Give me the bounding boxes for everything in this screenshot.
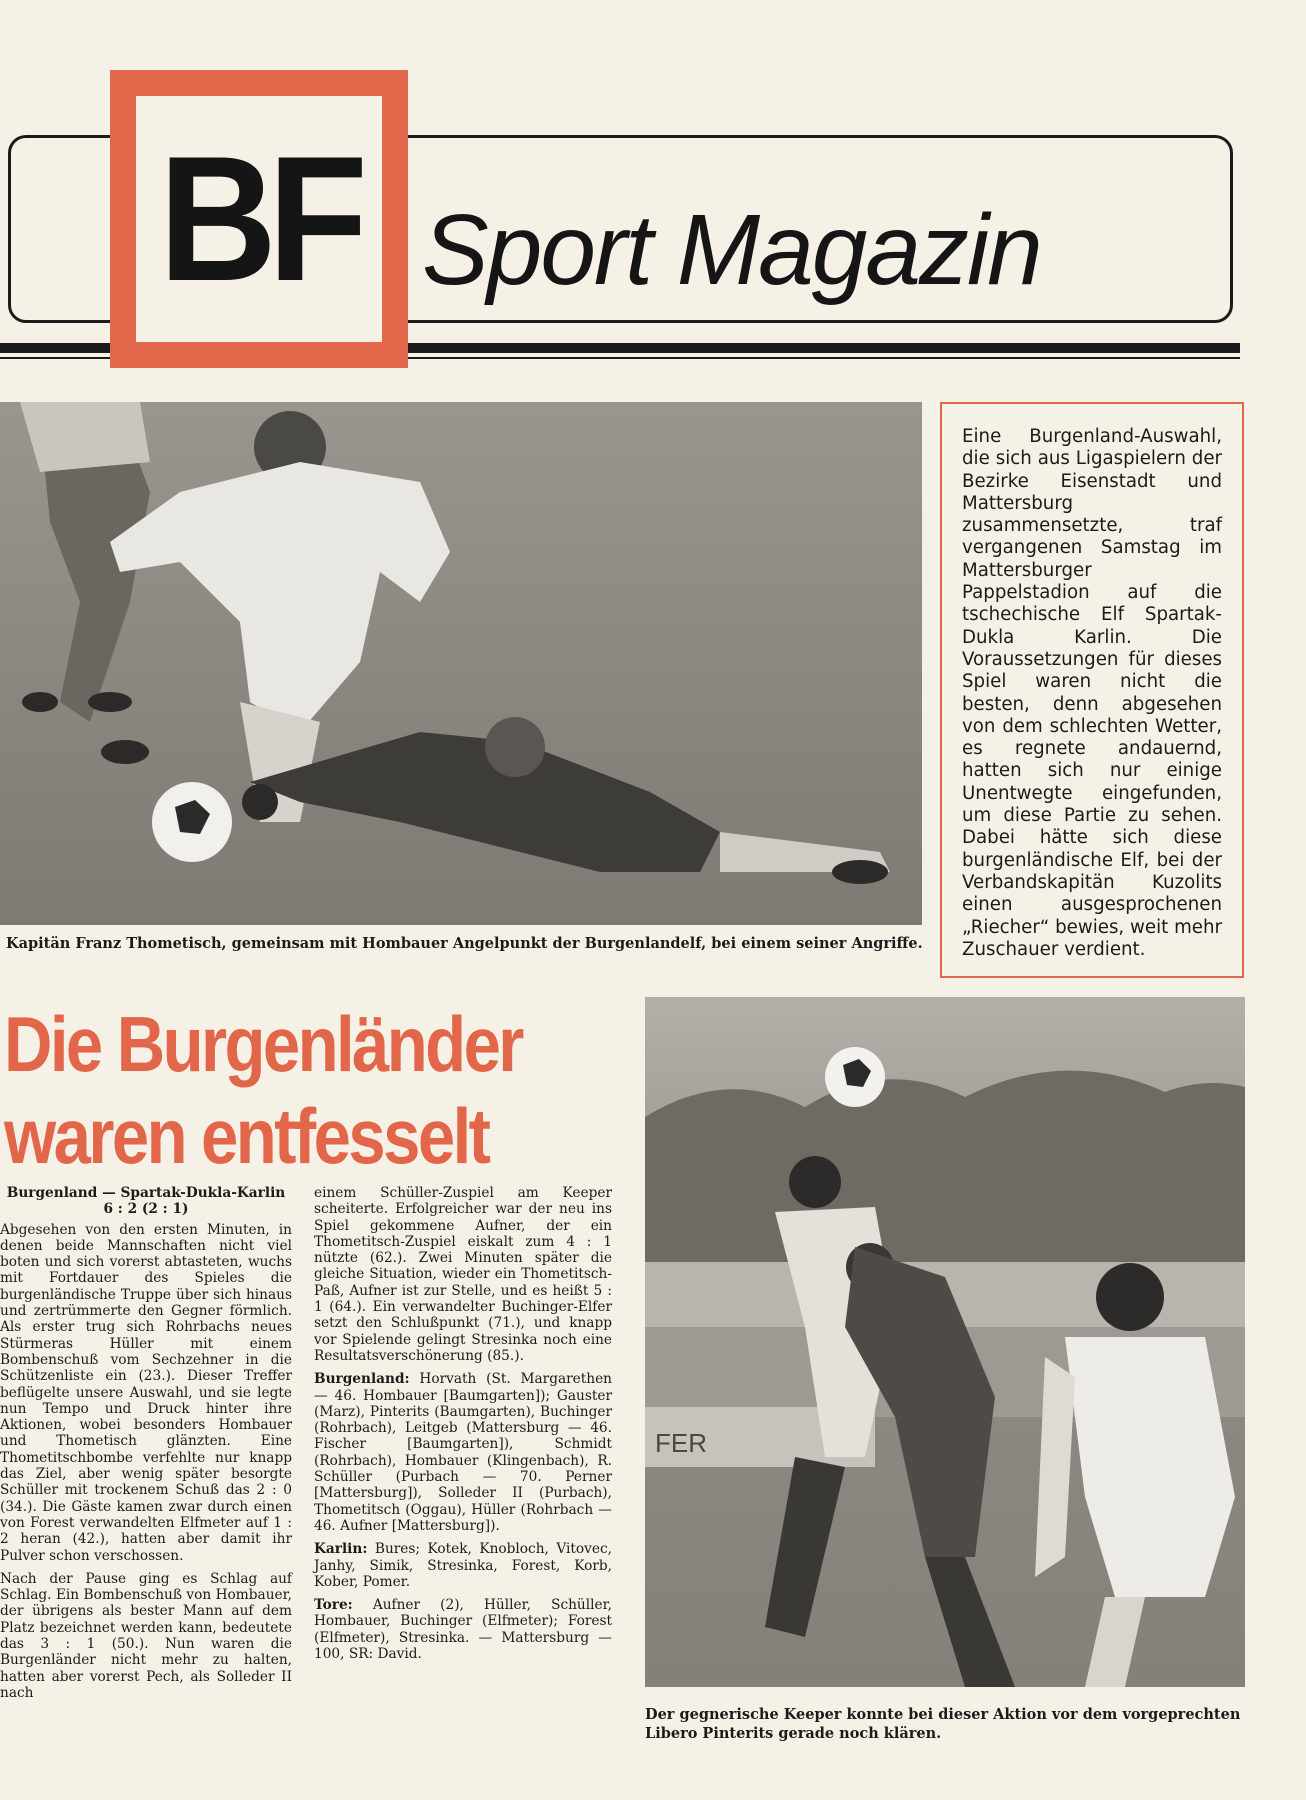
article-paragraph-1: Abgesehen von den ersten Minuten, in denen beide Mannschaften nicht viel boten und sich vorerst abtasteten, wuchs mit Fortdauer des Spieles die burgenländische Truppe über sich hinaus und zertrümmerte den Gegner förmlich. Als erster trug sich Rohrbachs neues Stürmeras Hüller mit einem Bombenschuß vom Sechzehner in die Schützenliste ein (23.). Dieser Treffer beflügelte unsere Auswahl, und sie legte nun Tempo und Druck hinter ihre Aktionen, wobei besonders Hombauer und Thometisch glänzten. Eine Thometitschbombe verfehlte nur knapp das Ziel, aber wenig später besorgte Schüller mit trockenem Schuß das 2 : 0 (34.). Die Gäste kamen zwar durch einen von Forest verwandelten Elfmeter auf 1 : 2 heran (42.), hatten aber damit ihr Pulver schon verschossen.: [0, 1221, 292, 1564]
intro-box: [940, 402, 1244, 978]
match-photo-right-image: [645, 997, 1245, 1687]
match-photo-top: [0, 402, 922, 925]
lineup-burgenland-label: Burgenland:: [314, 1371, 410, 1388]
score-line: Burgenland — Spartak-Dukla-Karlin 6 : 2 (2 : 1): [6, 1185, 286, 1218]
bf-logo: [110, 70, 408, 368]
headline-line-1: Die Burgenländer: [4, 1000, 522, 1088]
article-column-2: [314, 1185, 612, 1669]
lineup-burgenland: [314, 1371, 612, 1534]
article-paragraph-3: einem Schüller-Zuspiel am Keeper scheiterte. Erfolgreicher war der neu ins Spiel gekommene Aufner, der ein Thometitsch-Zuspiel eiskalt zum 4 : 1 nützte (62.). Zwei Minuten später die gleiche Situation, wieder ein Thometitsch-Paß, Aufner ist zur Stelle, und es heißt 5 : 1 (64.). Ein verwandelter Buchinger-Elfer setzt den Schlußpunkt (71.), und knapp vor Spielende gelingt Stresinka noch eine Resultatsverschönerung (85.).: [314, 1185, 612, 1364]
lineup-karlin: [314, 1541, 612, 1590]
goals-label: Tore:: [314, 1597, 353, 1614]
lineup-karlin-text: Bures; Kotek, Knobloch, Vitovec, Janhy, Simik, Stresinka, Forest, Korb, Kober, Pomer.: [314, 1541, 612, 1590]
photo-right-caption: Der gegnerische Keeper konnte bei dieser Aktion vor dem vorgeprechten Libero Pinterits gerade noch klären.: [645, 1706, 1241, 1742]
board-text: FER: [655, 1428, 707, 1458]
headline-line-2: waren entfesselt: [4, 1092, 489, 1180]
bf-logo-inner: [136, 96, 382, 342]
match-photo-right: [645, 997, 1245, 1687]
magazine-title: Sport Magazin: [422, 194, 1041, 306]
match-photo-top-image: [0, 402, 922, 925]
bf-logo-text: BF: [159, 119, 359, 318]
photo-top-caption: Kapitän Franz Thometisch, gemeinsam mit Hombauer Angelpunkt der Burgenlandelf, bei einem seiner Angriffe.: [6, 935, 923, 952]
goals-text: Aufner (2), Hüller, Schüller, Hombauer, Buchinger (Elfmeter); Forest (Elfmeter), Stresinka. — Mattersburg — 100, SR: David.: [314, 1597, 612, 1663]
lineup-karlin-label: Karlin:: [314, 1541, 368, 1558]
lineup-burgenland-text: Horvath (St. Margarethen — 46. Hombauer [Baumgarten]); Gauster (Marz), Pinterits (Baumgarten), Buchinger (Rohrbach), Leitgeb (Mattersburg — 46. Fischer [Baumgarten]), Schmidt (Rohrbach), Hombauer (Klingenbach), R. Schüller (Purbach — 70. Perner [Mattersburg]), Solleder II (Purbach), Thometitsch (Oggau), Hüller (Rohrbach — 46. Aufner [Mattersburg]).: [314, 1371, 612, 1534]
article-column-1: [0, 1185, 292, 1708]
goals: [314, 1597, 612, 1662]
article-paragraph-2: Nach der Pause ging es Schlag auf Schlag. Ein Bombenschuß von Hombauer, der übrigens als bester Mann auf dem Platz bezeichnet werden kann, bedeutete das 3 : 1 (50.). Nun waren die Burgenländer nicht mehr zu halten, hatten aber vorerst Pech, als Solleder II nach: [0, 1570, 292, 1701]
article-headline: [4, 998, 537, 1182]
intro-text: Eine Burgenland-Auswahl, die sich aus Ligaspielern der Bezirke Eisenstadt und Mattersburg zusammensetzte, traf vergangenen Samstag im Mattersburger Pappelstadion auf die tschechische Elf Spartak-Dukla Karlin. Die Voraussetzungen für dieses Spiel waren nicht die besten, denn abgesehen von dem schlechten Wetter, es regnete andauernd, hatten sich nur einige Unentwegte eingefunden, um diese Partie zu sehen. Dabei hätte sich diese burgenländische Elf, bei der Verbandskapitän Kuzolits einen ausgesprochenen „Riecher“ bewies, weit mehr Zuschauer verdient.: [962, 426, 1222, 960]
